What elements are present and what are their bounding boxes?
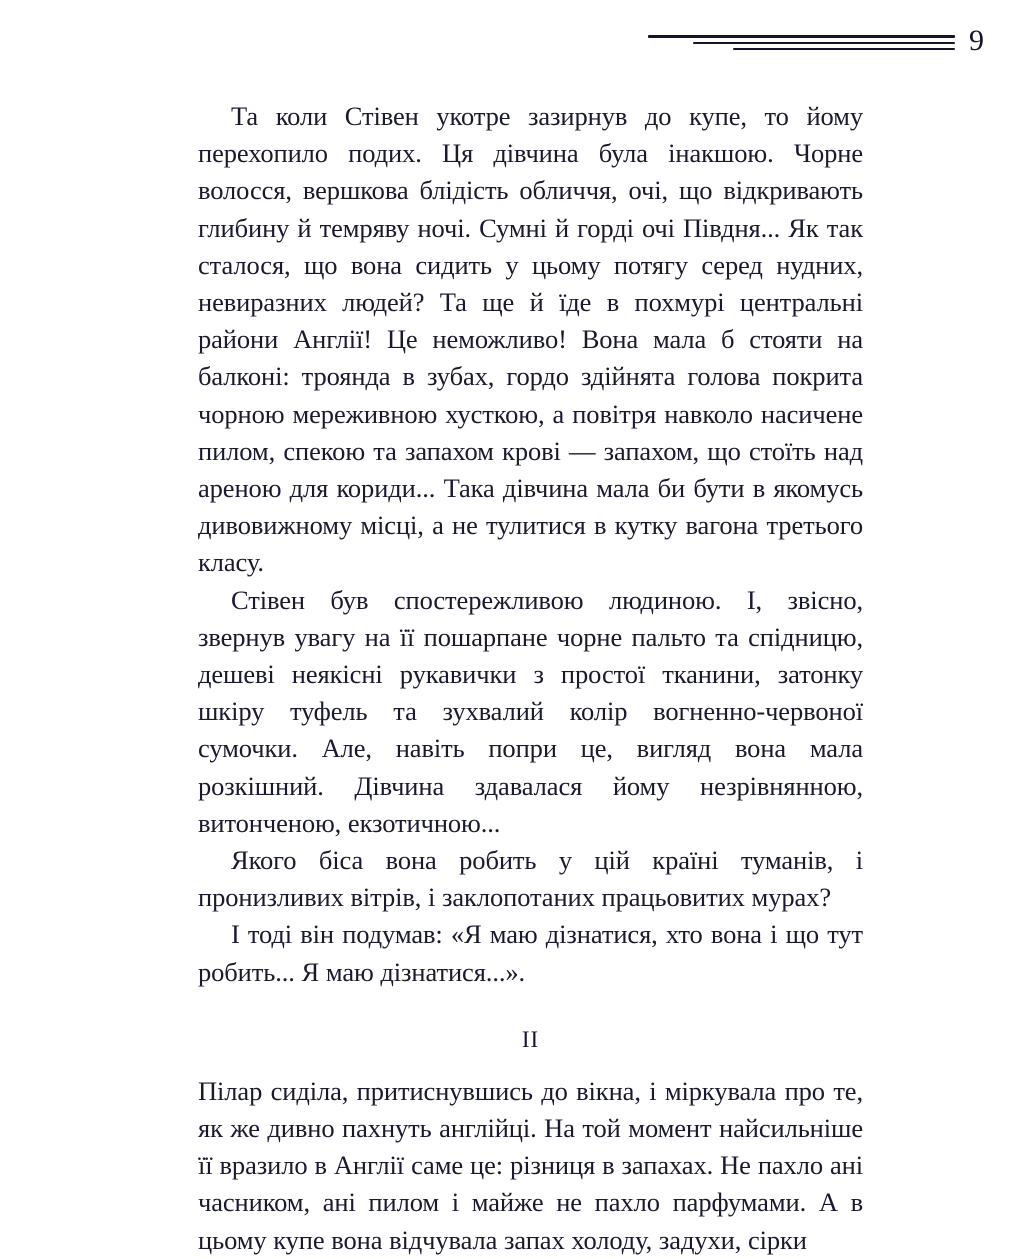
header-rule-long <box>648 35 955 38</box>
body-text-block <box>198 98 863 1259</box>
section-marker: II <box>521 1026 540 1052</box>
paragraph-5: Пілар сиділа, притиснувшись до вікна, і міркувала про те, як же дивно пахнуть англійці. На той момент найсильніше її вразило в Англії саме це: різниця в запахах. Не пахло ані часником, ані пилом і майже не пахло парфумами. А в цьому купе вона відчувала запах холоду, задухи, сірки <box>198 1075 863 1255</box>
paragraph-1: Та коли Стівен укотре зазирнув до купе, то йому перехопило подих. Ця дівчина була інакшою. Чорне волосся, вершкова блідість обличчя, очі, що відкривають глибину й темряву ночі. Сумні й горді очі Півдня... Як так сталося, що вона сидить у цьому потягу серед нудних, невиразних людей? Та ще й їде в похмурі центральні райони Англії! Це неможливо! Вона мала б стояти на балконі: троянда в зубах, гордо здійнята голова покрита чорною мереживною хусткою, а повітря навколо насичене пилом, спекою та запахом крові — запахом, що стоїть над ареною для кориди... Така дівчина мала би бути в якомусь дивовижному місці, а не тулитися в кутку вагона третього класу. <box>198 101 863 578</box>
header-rule-short <box>733 48 955 50</box>
running-head <box>0 26 1024 74</box>
paragraph-4: І тоді він подумав: «Я маю дізнатися, хто вона і що тут робить... Я маю дізнатися...». <box>198 919 863 987</box>
header-rule-medium <box>693 42 955 44</box>
header-rule-stack <box>648 26 955 50</box>
page-number: 9 <box>969 24 984 57</box>
paragraph-3: Якого біса вона робить у цій країні туманів, і пронизливих вітрів, і заклопотаних працьовитих мурах? <box>198 845 863 913</box>
paragraph-2: Стівен був спостережливою людиною. І, звісно, звернув увагу на її пошарпане чорне пальто та спідницю, дешеві неякісні рукавички з простої тканини, затонку шкіру туфель та зухвалий колір вогненно-червоної сумочки. Але, навіть попри це, вигляд вона мала розкішний. Дівчина здавалася йому незрівнянною, витонченою, екзотичною... <box>198 584 863 838</box>
